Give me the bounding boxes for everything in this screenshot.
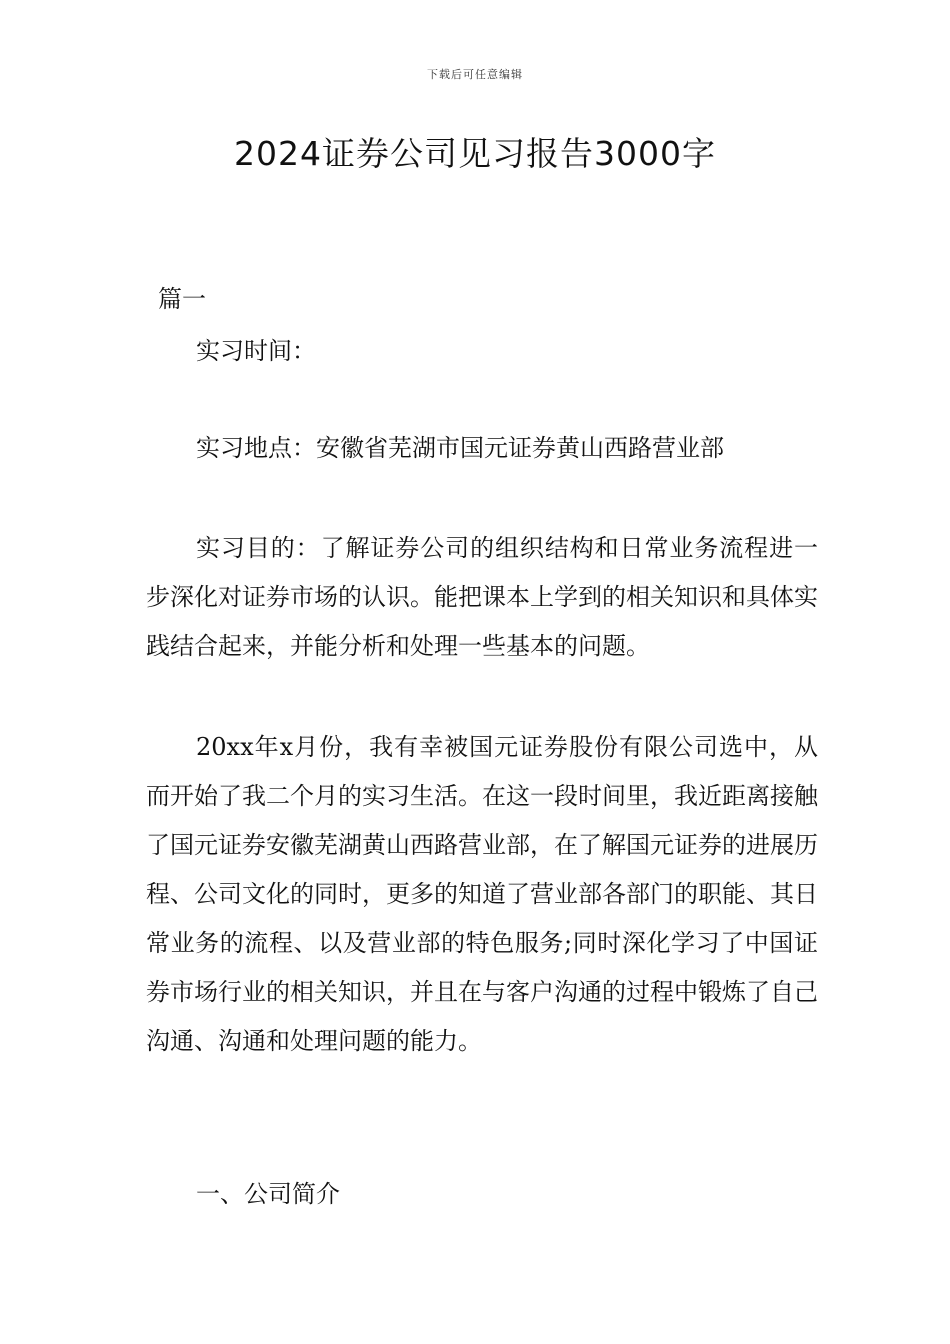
body-paragraph: 20xx年x月份，我有幸被国元证券股份有限公司选中，从而开始了我二个月的实习生活。在这一段时间里，我近距离接触了国元证券安徽芜湖黄山西路营业部，在了解国元证券的进展历程、公司文化的同时，更多的知道了营业部各部门的职能、其日常业务的流程、以及营业部的特色服务;同时深化学习了中国证券市场行业的相关知识，并且在与客户沟通的过程中锻炼了自己沟通、沟通和处理问题的能力。	[146, 733, 818, 1055]
intern-time-line: 实习时间：	[196, 337, 316, 365]
section-label: 篇一	[158, 285, 206, 313]
document-title: 2024证券公司见习报告3000字	[234, 134, 716, 173]
intern-place-line: 实习地点：安徽省芜湖市国元证券黄山西路营业部	[196, 434, 724, 462]
intern-purpose-paragraph: 实习目的：了解证券公司的组织结构和日常业务流程进一步深化对证券市场的认识。能把课本上学到的相关知识和具体实践结合起来，并能分析和处理一些基本的问题。	[146, 534, 818, 660]
header-note: 下载后可任意编辑	[427, 68, 523, 81]
section-heading: 一、公司简介	[196, 1180, 340, 1208]
